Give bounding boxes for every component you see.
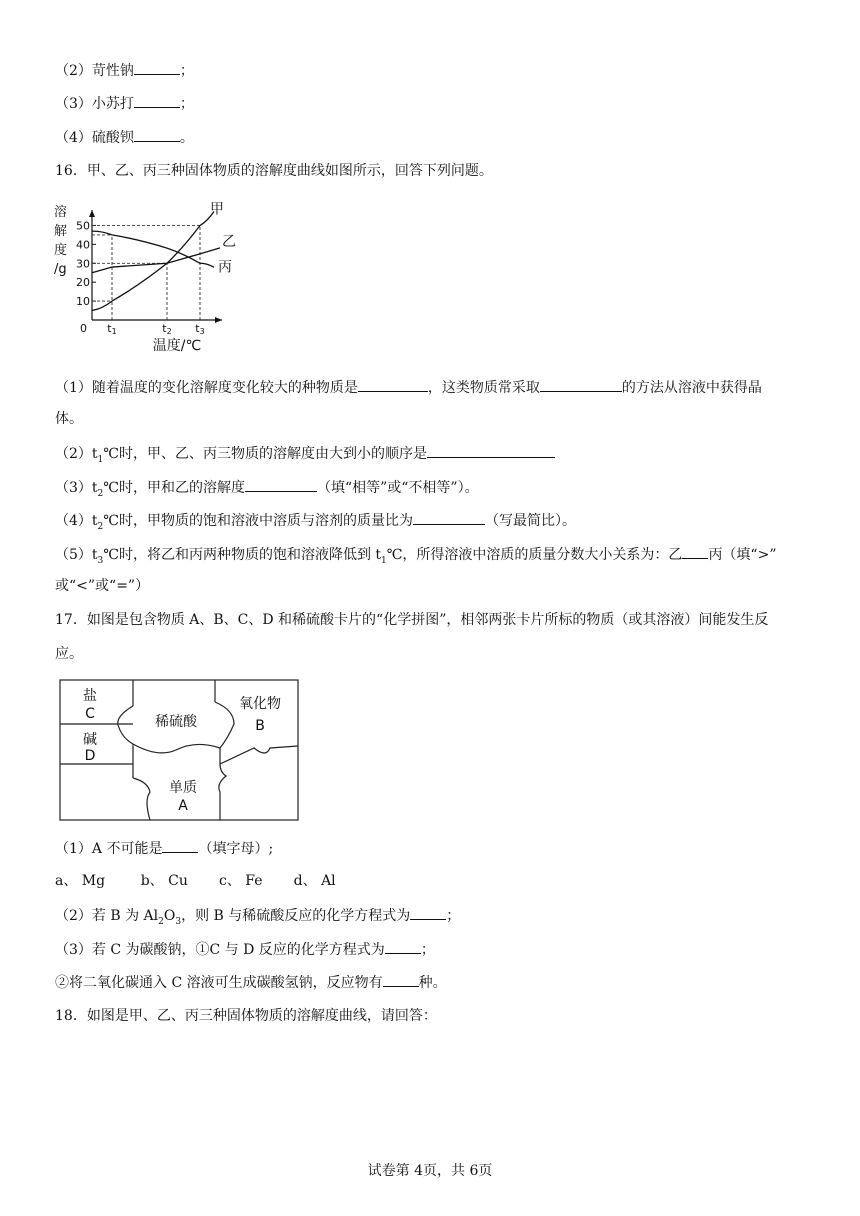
puzzle-salt-letter: C [85,706,95,722]
y-tick-label: 30 [76,257,90,271]
question-17-1 [55,838,273,859]
answer-blank[interactable] [358,377,428,392]
y-axis-arrow [89,210,95,217]
text: （2）苛性钠 [55,63,134,79]
puzzle-oxide-letter: B [255,718,265,734]
text: 丙（填“>” [708,547,777,563]
series-label: 甲 [210,201,224,218]
question-17-2 [55,905,460,932]
text: 种。 [418,975,447,991]
line-q15-3 [55,93,194,114]
answer-blank[interactable] [245,477,317,492]
line-q15-4 [55,127,194,148]
x-tick-label: t3 [195,322,205,336]
text: （3）t [55,480,98,496]
origin-label: 0 [80,322,87,335]
text: ，则 B 与稀硫酸反应的化学方程式为 [181,908,411,924]
text: （1）随着温度的变化溶解度变化较大的种物质是 [55,380,358,396]
puzzle-salt-label: 盐 [83,688,97,704]
text: ②将二氧化碳通入 C 溶液可生成碳酸氢钠，反应物有 [55,975,383,991]
puzzle-oxide-label: 氧化物 [239,696,281,712]
text: （4）t [55,513,98,529]
subscript: 1 [381,555,387,566]
answer-blank[interactable] [162,838,198,853]
text: （2）t [55,446,98,462]
y-tick-label: 40 [76,238,90,252]
answer-blank[interactable] [383,972,419,987]
puzzle-base-letter: D [84,748,96,764]
text: ℃时，甲、乙、丙三物质的溶解度由大到小的顺序是 [103,446,427,462]
text: ； [179,63,194,79]
text: （4）硫酸钡 [55,130,134,146]
text: （写最简比）。 [484,513,576,529]
answer-blank[interactable] [385,939,421,954]
text: 的方法从溶液中获得晶 [621,380,762,396]
subscript: 2 [97,488,104,499]
y-axis-label-part: 度 [54,243,68,258]
series-label: 丙 [218,259,232,276]
text: ℃，所得溶液中溶质的质量分数大小关系为：乙 [386,547,683,563]
text: ； [420,942,435,958]
text: （1）A 不可能是 [55,841,163,857]
text: （填“相等”或“不相等”）。 [316,480,479,496]
question-16-4 [55,510,576,537]
question-16-5-cont: 或“<”或“=”） [55,578,150,594]
question-16-2 [55,443,555,470]
question-16-3 [55,477,479,504]
puzzle-base-label: 碱 [83,732,97,748]
x-tick-label: t1 [107,322,117,336]
question-17-3 [55,939,435,960]
text: （3）小苏打 [55,96,134,112]
question-16-1-cont: 体。 [55,411,83,427]
question-17-4 [55,972,447,993]
question-17-cont: 应。 [55,646,83,662]
question-17-options: a、 Mg b、 Cu c、 Fe d、 Al [55,873,336,889]
question-16-5 [55,544,776,571]
text: （5）t [55,547,98,563]
series-line [92,248,220,273]
question-16-1 [55,377,762,398]
y-axis-label-part: 溶 [54,205,68,220]
x-axis-arrow [215,317,222,323]
text: ； [179,96,194,112]
page-footer: 试卷第 4页，共 6页 [367,1163,493,1179]
question-16: 16．甲、乙、丙三种固体物质的溶解度曲线如图所示，回答下列问题。 [55,163,493,179]
subscript: 2 [97,521,104,532]
chemistry-puzzle [58,678,302,824]
text: （3）若 C 为碳酸钠，①C 与 D 反应的化学方程式为 [55,942,385,958]
text: 。 [179,130,194,146]
answer-blank[interactable] [540,377,622,392]
answer-blank[interactable] [427,443,555,458]
subscript: 3 [97,555,104,566]
subscript: 1 [97,454,104,465]
y-tick-label: 20 [76,276,90,290]
question-18: 18．如图是甲、乙、丙三种固体物质的溶解度曲线，请回答： [55,1008,437,1024]
series-line [92,231,214,267]
text: （2）若 B 为 Al [55,908,159,924]
question-17: 17．如图是包含物质 A、B、C、D 和稀硫酸卡片的“化学拼图”，相邻两张卡片所标的物质（或其溶液）间能发生反 [55,612,769,628]
text: ，这类物质常采取 [427,380,540,396]
puzzle-element-label: 单质 [169,780,197,796]
text: （填字母）; [198,841,274,857]
x-axis-label: 温度/℃ [152,338,202,354]
x-tick-label: t2 [162,322,172,336]
solubility-chart [50,198,240,358]
y-tick-label: 50 [76,219,90,233]
answer-blank[interactable] [410,905,446,920]
subscript: 3 [175,916,182,927]
answer-blank[interactable] [413,510,485,525]
subscript: 2 [158,916,164,927]
text: ℃时，甲和乙的溶解度 [103,480,245,496]
puzzle-acid-label: 稀硫酸 [155,714,197,730]
text: ； [446,908,461,924]
answer-blank[interactable] [134,127,180,142]
y-tick-label: 10 [76,295,90,309]
y-axis-label-part: 解 [54,224,68,239]
answer-blank[interactable] [134,60,180,75]
text: O [163,908,176,924]
line-q15-2 [55,60,194,81]
series-label: 乙 [222,233,236,250]
text: ℃时，甲物质的饱和溶液中溶质与溶剂的质量比为 [103,513,413,529]
y-axis-label-part: /g [54,262,67,277]
answer-blank[interactable] [682,544,708,559]
answer-blank[interactable] [134,93,180,108]
puzzle-element-letter: A [178,798,188,814]
text: ℃时，将乙和丙两种物质的饱和溶液降低到 t [103,547,382,563]
